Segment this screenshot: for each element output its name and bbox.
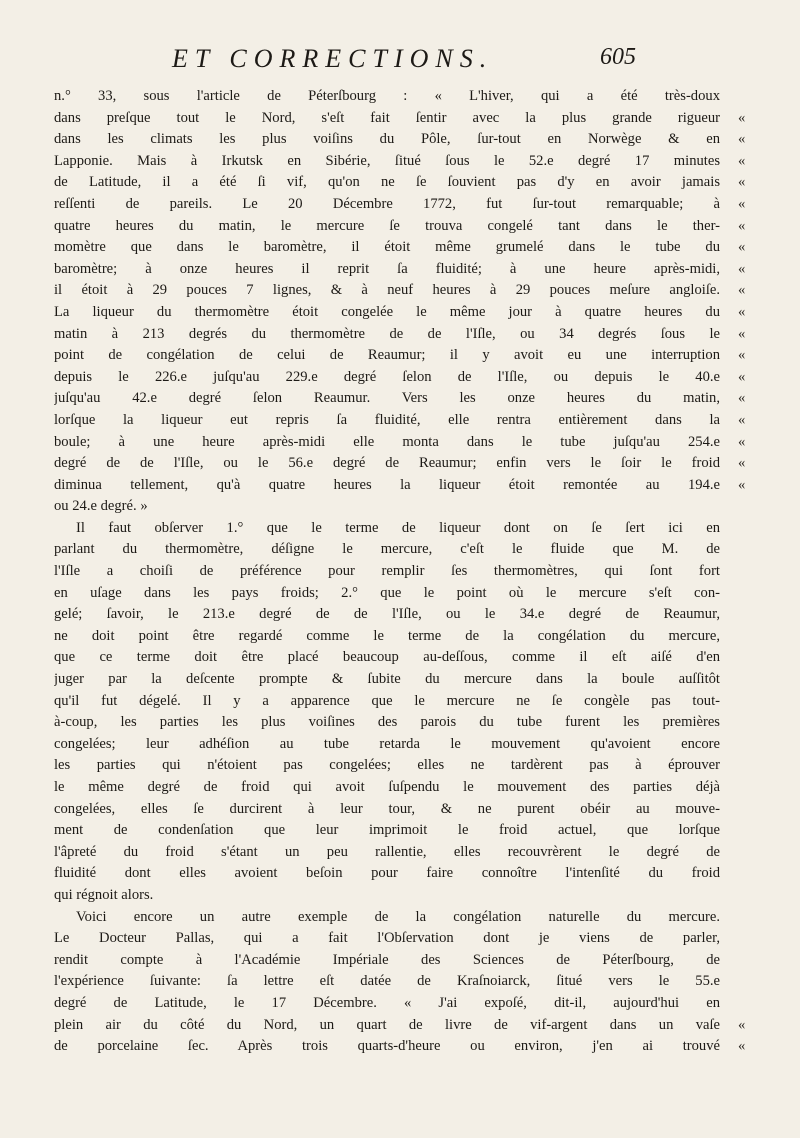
margin-quote: « xyxy=(738,1016,746,1033)
text-line: fluidité dont elles avoient beſoin pour faire connoître l'intenſité du froid xyxy=(54,865,720,882)
text-line: ne doit point être regardé comme le terme de la congélation du mercure, xyxy=(54,627,720,644)
body-text xyxy=(54,86,720,1058)
page-number: 605 xyxy=(600,44,636,70)
margin-quote: « xyxy=(738,152,746,169)
text-line: lorſque la liqueur eut repris ſa fluidité, elle rentra entièrement dans la xyxy=(54,411,720,428)
text-line: boule; à une heure après-midi elle monta dans le tube juſqu'au 254.e xyxy=(54,433,720,450)
text-line: Il faut obſerver 1.° que le terme de liqueur dont on ſe ſert ici en xyxy=(76,519,720,536)
margin-quote xyxy=(738,539,768,561)
text-line: que ce terme doit être placé beaucoup au-deſſous, comme il eſt aiſé d'en xyxy=(54,649,720,666)
text-line: juger par la deſcente prompte & ſubite du mercure dans la boule auſſitôt xyxy=(54,671,720,688)
margin-quote: « xyxy=(738,433,746,450)
text-line: n.° 33, sous l'article de Péterſbourg : « L'hiver, qui a été très-doux xyxy=(54,88,720,104)
margin-quote: « xyxy=(738,174,746,191)
text-line: parlant du thermomètre, déſigne le mercure, c'eſt le fluide que M. de xyxy=(54,541,720,558)
text-line: dans preſque tout le Nord, s'eſt fait ſentir avec la plus grande rigueur xyxy=(54,109,720,126)
margin-quote xyxy=(738,820,768,842)
text-line: il étoit à 29 pouces 7 lignes, & à neuf heures à 29 pouces meſure angloiſe. xyxy=(54,282,720,299)
text-line: Le Docteur Pallas, qui a fait l'Obſervation dont je viens de parler, xyxy=(54,930,720,947)
text-line: de Latitude, il a été ſi vif, qu'on ne ſe ſouvient pas d'y en avoir jamais xyxy=(54,174,720,191)
text-line: baromètre; à onze heures il reprit ſa fluidité; à une heure après-midi, xyxy=(54,260,720,277)
margin-quote: « xyxy=(738,131,746,148)
text-line: La liqueur du thermomètre étoit congelée le même jour à quatre heures du xyxy=(54,303,720,320)
text-line: ment de condenſation que leur imprimoit le froid actuel, que lorſque xyxy=(54,822,720,839)
margin-quote: « xyxy=(738,217,746,234)
text-line: dans les climats les plus voiſins du Pôle, ſur-tout en Norwège & en xyxy=(54,131,720,148)
text-line: congelées, elles ſe durcirent à leur tour, & ne purent obéir au mouve- xyxy=(54,800,720,817)
text-line: les parties qui n'étoient pas congelées; elles ne tardèrent pas à éprouver xyxy=(54,757,720,774)
margin-quote xyxy=(738,647,768,669)
text-line: qui régnoit alors. xyxy=(54,886,154,903)
text-line: reſſenti de pareils. Le 20 Décembre 1772, fut ſur-tout remarquable; à xyxy=(54,195,720,212)
margin-quote xyxy=(738,755,768,777)
text-line: degré de Latitude, le 17 Décembre. « J'ai expoſé, dit-il, aujourd'hui en xyxy=(54,994,720,1011)
margin-quote xyxy=(738,950,768,972)
margin-quote xyxy=(738,604,768,626)
text-line: le même degré de froid qui avoit ſuſpendu le mouvement des parties déjà xyxy=(54,779,720,795)
text-line: ou 24.e degré. » xyxy=(54,498,148,515)
margin-quote: « xyxy=(738,282,746,299)
margin-quote: « xyxy=(738,476,746,493)
margin-quote xyxy=(738,907,768,929)
margin-quote xyxy=(738,971,768,993)
margin-quote: « xyxy=(738,303,746,320)
margin-quote xyxy=(738,928,768,950)
margin-quote: « xyxy=(738,347,746,364)
text-line: l'Iſle a choiſi de préférence pour remplir ſes thermomètres, qui ſont fort xyxy=(54,563,720,580)
text-line: plein air du côté du Nord, un quart de livre de vif-argent dans un vaſe xyxy=(54,1016,720,1033)
margin-quote: « xyxy=(738,109,746,126)
margin-quote xyxy=(738,561,768,583)
margin-quote xyxy=(738,626,768,648)
margin-quote-marks xyxy=(738,86,768,1058)
text-line: degré de de l'Iſle, ou le 56.e degré de Reaumur; enfin vers le ſoir le froid xyxy=(54,455,720,472)
margin-quote: « xyxy=(738,325,746,342)
text-line: de porcelaine ſec. Après trois quarts-d'heure ou environ, j'en ai trouvé xyxy=(54,1038,720,1055)
text-line: qu'il fut dégelé. Il y a apparence que le mercure ne ſe congèle pas tout- xyxy=(54,692,720,709)
margin-quote: « xyxy=(738,390,746,407)
margin-quote: « xyxy=(738,239,746,256)
margin-quote xyxy=(738,712,768,734)
margin-quote xyxy=(738,518,768,540)
running-header xyxy=(172,44,636,78)
text-line: depuis le 226.e juſqu'au 229.e degré ſelon de l'Iſle, ou depuis le 40.e xyxy=(54,368,720,385)
text-line: l'âpreté du froid s'étant un peu rallentie, elles recouvrèrent le degré de xyxy=(54,843,720,860)
text-line: Voici encore un autre exemple de la congélation naturelle du mercure. xyxy=(76,908,720,925)
margin-quote: « xyxy=(738,1038,746,1055)
margin-quote: « xyxy=(738,195,746,212)
text-line: quatre heures du matin, le mercure ſe trouva congelé tant dans le ther- xyxy=(54,217,720,234)
margin-quote: « xyxy=(738,260,746,277)
text-line: gelé; ſavoir, le 213.e degré de de l'Iſle, ou le 34.e degré de Reaumur, xyxy=(54,606,720,623)
text-line: momètre que dans le baromètre, il étoit même grumelé dans le tube du xyxy=(54,239,720,256)
text-line: matin à 213 degrés du thermomètre de de l'Iſle, ou 34 degrés ſous le xyxy=(54,325,720,342)
margin-quote xyxy=(738,863,768,885)
text-line: l'expérience ſuivante: ſa lettre eſt datée de Kraſnoiarck, ſitué vers le 55.e xyxy=(54,973,720,990)
text-line: en uſage dans les pays froids; 2.° que le point où le mercure s'eſt con- xyxy=(54,584,720,601)
text-line: rendit compte à l'Académie Impériale des Sciences de Péterſbourg, de xyxy=(54,951,720,968)
margin-quote: « xyxy=(738,368,746,385)
margin-quote xyxy=(738,777,768,799)
running-title: ET CORRECTIONS. xyxy=(172,44,494,73)
text-line: Lapponie. Mais à Irkutsk en Sibérie, ſitué ſous le 52.e degré 17 minutes xyxy=(54,152,720,169)
margin-quote xyxy=(738,734,768,756)
text-line: congelées; leur adhéſion au tube retarda le mouvement qu'avoient encore xyxy=(54,735,720,752)
margin-quote: « xyxy=(738,455,746,472)
text-line: juſqu'au 42.e degré ſelon Reaumur. Vers les onze heures du matin, xyxy=(54,390,720,407)
margin-quote: « xyxy=(738,411,746,428)
margin-quote xyxy=(738,885,768,907)
margin-quote xyxy=(738,496,768,518)
margin-quote xyxy=(738,842,768,864)
margin-quote xyxy=(738,669,768,691)
margin-quote xyxy=(738,583,768,605)
margin-quote xyxy=(738,799,768,821)
text-line: diminua tellement, qu'à quatre heures la liqueur étoit remontée au 194.e xyxy=(54,476,720,493)
margin-quote xyxy=(738,86,768,108)
text-line: point de congélation de celui de Reaumur; il y avoit eu une interruption xyxy=(54,347,720,364)
margin-quote xyxy=(738,993,768,1015)
margin-quote xyxy=(738,691,768,713)
text-line: à-coup, les parties les plus voiſines des parois du tube furent les premières xyxy=(54,714,720,731)
